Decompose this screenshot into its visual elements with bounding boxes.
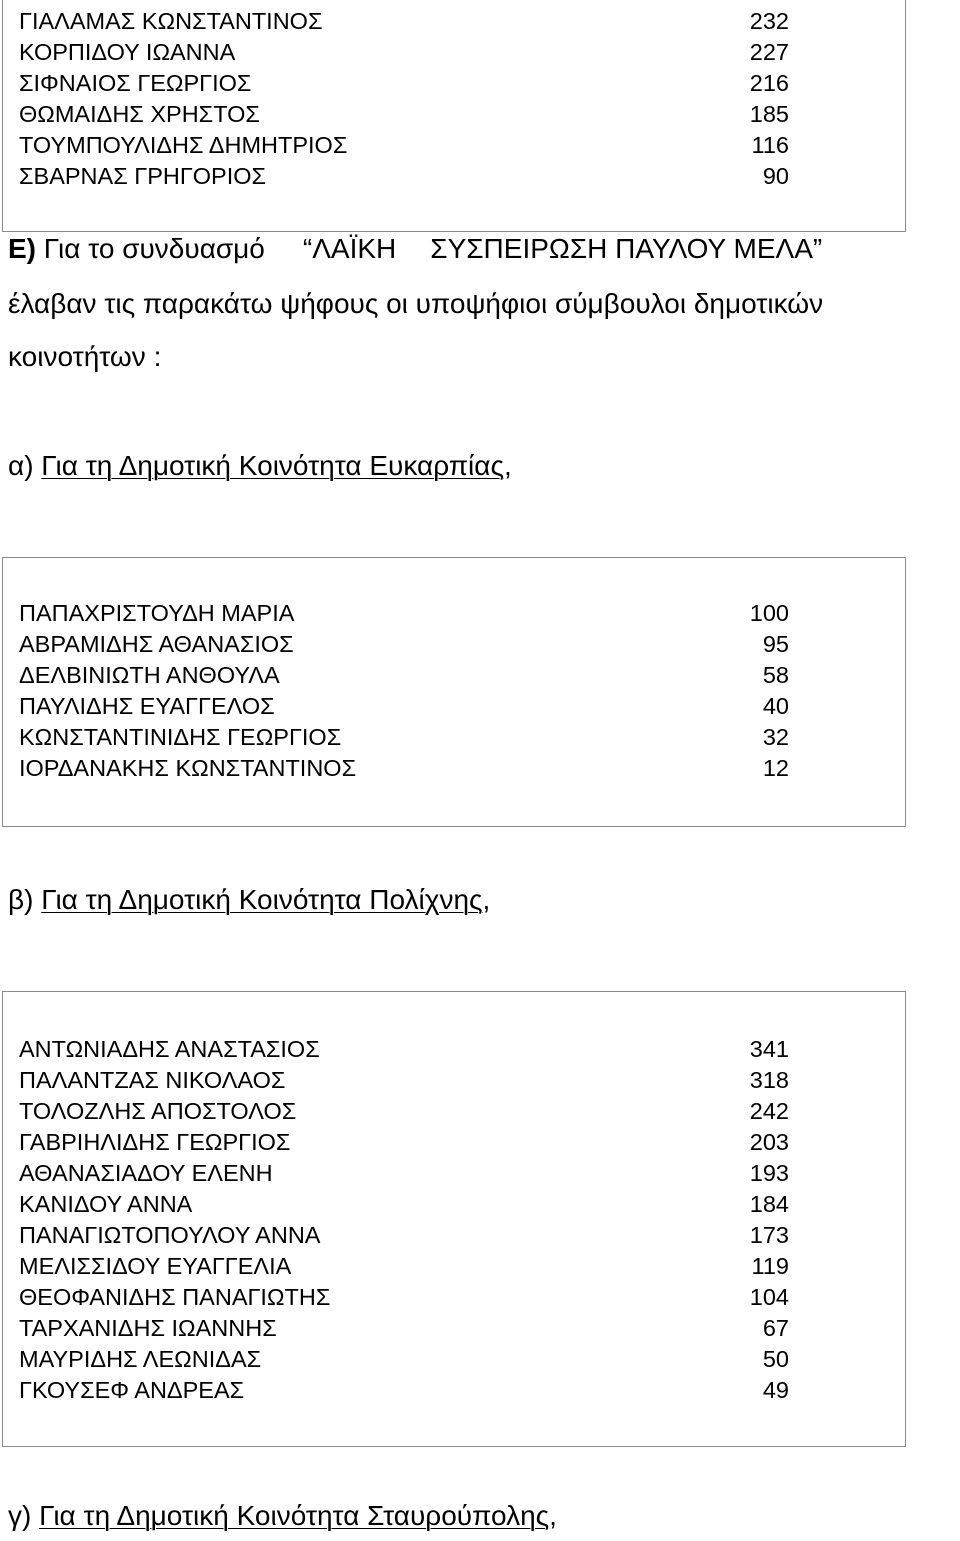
result-row xyxy=(19,6,789,37)
result-row xyxy=(19,629,789,660)
candidate-votes: 95 xyxy=(762,631,789,657)
candidate-votes: 242 xyxy=(749,1098,789,1124)
candidate-name: ΜΕΛΙΣΣΙΔΟΥ ΕΥΑΓΓΕΛΙΑ xyxy=(19,1253,292,1279)
result-row xyxy=(19,1034,789,1065)
result-row xyxy=(19,691,789,722)
result-row xyxy=(19,722,789,753)
candidate-votes: 232 xyxy=(749,8,789,34)
candidate-votes: 184 xyxy=(749,1191,789,1217)
result-row xyxy=(19,161,789,192)
result-row xyxy=(19,1375,789,1406)
candidate-name: ΓΑΒΡΙΗΛΙΔΗΣ ΓΕΩΡΓΙΟΣ xyxy=(19,1129,291,1155)
results-table-top xyxy=(2,0,906,232)
section-marker: Ε) xyxy=(8,233,36,264)
results-table-a xyxy=(2,557,906,827)
candidate-name: ΑΘΑΝΑΣΙΑΔΟΥ ΕΛΕΝΗ xyxy=(19,1160,273,1186)
candidate-name: ΤΑΡΧΑΝΙΔΗΣ ΙΩΑΝΝΗΣ xyxy=(19,1315,277,1341)
result-row xyxy=(19,1251,789,1282)
candidate-name: ΚΩΝΣΤΑΝΤΙΝΙΔΗΣ ΓΕΩΡΓΙΟΣ xyxy=(19,724,342,750)
result-row xyxy=(19,1065,789,1096)
candidate-votes: 32 xyxy=(762,724,789,750)
party-name-end: ΣΥΣΠΕΙΡΩΣΗ ΠΑΥΛΟΥ ΜΕΛΑ” xyxy=(430,233,823,264)
result-row xyxy=(19,660,789,691)
candidate-votes: 50 xyxy=(762,1346,789,1372)
candidate-votes: 119 xyxy=(751,1253,789,1279)
result-row xyxy=(19,1158,789,1189)
results-list xyxy=(19,1034,789,1406)
intro-line-3: κοινοτήτων : xyxy=(8,341,162,372)
results-list xyxy=(19,598,789,784)
results-list xyxy=(19,6,789,192)
candidate-votes: 185 xyxy=(749,101,789,127)
result-row xyxy=(19,99,789,130)
party-name-start: “ΛΑΪΚΗ xyxy=(302,233,397,264)
candidate-name: ΠΑΝΑΓΙΩΤΟΠΟΥΛΟΥ ΑΝΝΑ xyxy=(19,1222,321,1248)
candidate-name: ΓΚΟΥΣΕΦ ΑΝΔΡΕΑΣ xyxy=(19,1377,245,1403)
intro-line-1 xyxy=(8,233,822,265)
candidate-name: ΤΟΥΜΠΟΥΛΙΔΗΣ ΔΗΜΗΤΡΙΟΣ xyxy=(19,132,348,158)
candidate-votes: 49 xyxy=(762,1377,789,1403)
candidate-name: ΣΙΦΝΑΙΟΣ ΓΕΩΡΓΙΟΣ xyxy=(19,70,252,96)
results-table-b xyxy=(2,991,906,1447)
section-a-title: Για τη Δημοτική Κοινότητα Ευκαρπίας xyxy=(41,450,504,481)
candidate-votes: 90 xyxy=(762,163,789,189)
candidate-votes: 341 xyxy=(749,1036,789,1062)
result-row xyxy=(19,1220,789,1251)
section-g-title: Για τη Δημοτική Κοινότητα Σταυρούπολης xyxy=(39,1500,550,1531)
candidate-votes: 104 xyxy=(749,1284,789,1310)
result-row xyxy=(19,1282,789,1313)
section-b-heading xyxy=(8,884,490,916)
candidate-name: ΙΟΡΔΑΝΑΚΗΣ ΚΩΝΣΤΑΝΤΙΝΟΣ xyxy=(19,755,357,781)
candidate-name: ΑΝΤΩΝΙΑΔΗΣ ΑΝΑΣΤΑΣΙΟΣ xyxy=(19,1036,320,1062)
result-row xyxy=(19,1096,789,1127)
candidate-name: ΠΑΠΑΧΡΙΣΤΟΥΔΗ ΜΑΡΙΑ xyxy=(19,600,295,626)
result-row xyxy=(19,130,789,161)
section-b-label: β) xyxy=(8,884,34,915)
section-a-label: α) xyxy=(8,450,34,481)
candidate-name: ΚΟΡΠΙΔΟΥ ΙΩΑΝΝΑ xyxy=(19,39,236,65)
candidate-votes: 116 xyxy=(751,132,789,158)
result-row xyxy=(19,37,789,68)
candidate-votes: 67 xyxy=(762,1315,789,1341)
result-row xyxy=(19,1189,789,1220)
candidate-votes: 318 xyxy=(749,1067,789,1093)
candidate-votes: 58 xyxy=(762,662,789,688)
section-a-suffix: , xyxy=(503,450,512,481)
candidate-name: ΠΑΥΛΙΔΗΣ ΕΥΑΓΓΕΛΟΣ xyxy=(19,693,275,719)
candidate-name: ΤΟΛΟΖΛΗΣ ΑΠΟΣΤΟΛΟΣ xyxy=(19,1098,297,1124)
section-b-suffix: , xyxy=(482,884,491,915)
candidate-name: ΚΑΝΙΔΟΥ ΑΝΝΑ xyxy=(19,1191,193,1217)
result-row xyxy=(19,1344,789,1375)
result-row xyxy=(19,68,789,99)
candidate-name: ΘΩΜΑΙΔΗΣ ΧΡΗΣΤΟΣ xyxy=(19,101,260,127)
intro-prefix: Για το συνδυασμό xyxy=(43,233,265,264)
candidate-votes: 100 xyxy=(749,600,789,626)
candidate-votes: 193 xyxy=(749,1160,789,1186)
result-row xyxy=(19,1313,789,1344)
intro-line-2: έλαβαν τις παρακάτω ψήφους οι υποψήφιοι σύμβουλοι δημοτικών xyxy=(8,288,824,319)
candidate-votes: 216 xyxy=(749,70,789,96)
candidate-name: ΠΑΛΑΝΤΖΑΣ ΝΙΚΟΛΑΟΣ xyxy=(19,1067,286,1093)
candidate-votes: 40 xyxy=(762,693,789,719)
result-row xyxy=(19,598,789,629)
result-row xyxy=(19,1127,789,1158)
candidate-votes: 12 xyxy=(762,755,789,781)
candidate-name: ΑΒΡΑΜΙΔΗΣ ΑΘΑΝΑΣΙΟΣ xyxy=(19,631,294,657)
candidate-name: ΘΕΟΦΑΝΙΔΗΣ ΠΑΝΑΓΙΩΤΗΣ xyxy=(19,1284,331,1310)
candidate-votes: 227 xyxy=(749,39,789,65)
candidate-votes: 173 xyxy=(749,1222,789,1248)
candidate-name: ΔΕΛΒΙΝΙΩΤΗ ΑΝΘΟΥΛΑ xyxy=(19,662,280,688)
candidate-name: ΓΙΑΛΑΜΑΣ ΚΩΝΣΤΑΝΤΙΝΟΣ xyxy=(19,8,323,34)
section-g-label: γ) xyxy=(8,1500,32,1531)
candidate-votes: 203 xyxy=(749,1129,789,1155)
candidate-name: ΜΑΥΡΙΔΗΣ ΛΕΩΝΙΔΑΣ xyxy=(19,1346,262,1372)
result-row xyxy=(19,753,789,784)
section-g-heading xyxy=(8,1500,557,1532)
section-b-title: Για τη Δημοτική Κοινότητα Πολίχνης xyxy=(41,884,483,915)
section-a-heading xyxy=(8,450,512,482)
section-g-suffix: , xyxy=(549,1500,557,1531)
candidate-name: ΣΒΑΡΝΑΣ ΓΡΗΓΟΡΙΟΣ xyxy=(19,163,267,189)
